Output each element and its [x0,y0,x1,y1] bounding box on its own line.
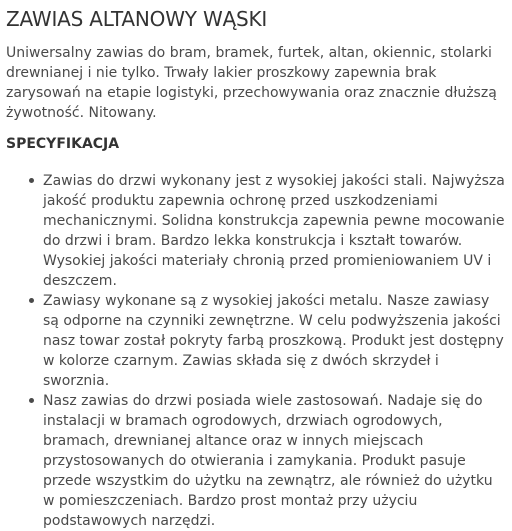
bullet-icon [29,298,34,303]
specification-item-text: Zawias do drzwi wykonany jest z wysokiej jakości stali. Najwyższa jakość produktu zapewnia ochronę przed uszkodzeniami mechanicznymi. Solidna konstrukcja zapewnia pewne mocowanie do drzwi i bram. Bardzo lekka konstrukcja i kształt towarów. Wysokiej jakości materiały chronią przed promieniowaniem UV i deszczem. [43,173,505,289]
product-title: ZAWIAS ALTANOWY WĄSKI [6,7,268,31]
specification-list [6,171,506,531]
specification-item-text: Nasz zawias do drzwi posiada wiele zastosowań. Nadaje się do instalacji w bramach ogrodowych, drzwiach ogrodowych, bramach, drewnianej altance oraz w innych miejscach przystosowanych do otwierania i zamykania. Produkt pasuje przede wszystkim do użytku na zewnątrz, ale również do użytku w pomieszczeniach. Bardzo prost montaż przy użyciu podstawowych narzędzi. [43,393,493,529]
specification-item [6,291,506,391]
bullet-icon [29,398,34,403]
specification-heading: SPECYFIKACJA [6,136,120,152]
specification-item [6,391,506,531]
bullet-icon [29,178,34,183]
specification-item-text: Zawiasy wykonane są z wysokiej jakości metalu. Nasze zawiasy są odporne na czynniki zewnętrzne. W celu podwyższenia jakości nasz towar został pokryty farbą proszkową. Produkt jest dostępny w kolorze czarnym. Zawias składa się z dwóch skrzydeł i sworznia. [43,293,504,389]
specification-item [6,171,506,291]
product-intro: Uniwersalny zawias do bram, bramek, furtek, altan, okiennic, stolarki drewnianej i nie tylko. Trwały lakier proszkowy zapewnia brak zarysowań na etapie logistyki, przechowywania oraz znacznie dłuższą żywotność. Nitowany. [6,45,497,121]
